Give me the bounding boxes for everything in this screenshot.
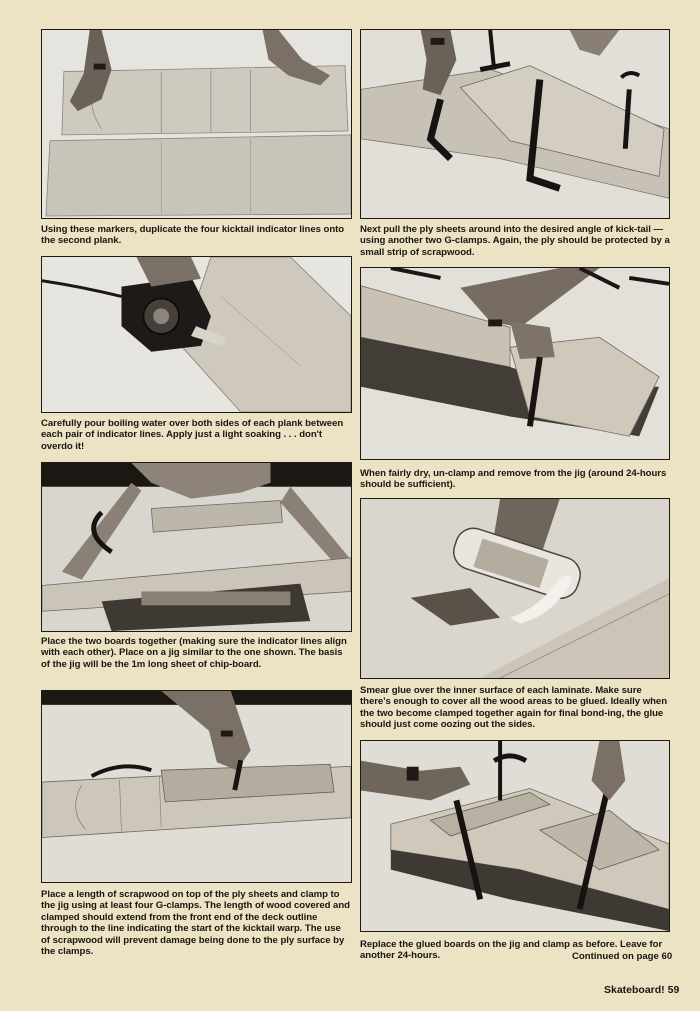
- photo-scrapwood-clamp-illustration: [42, 691, 351, 882]
- photo-smearing-glue: [360, 498, 670, 679]
- page-number: 59: [667, 984, 680, 996]
- caption-8: Replace the glued boards on the jig and clamp as before. Leave for another 24-hours.: [360, 939, 663, 962]
- photo-boards-on-jig: [41, 462, 352, 632]
- photo-pouring-water: [41, 256, 352, 413]
- caption-1: Using these markers, duplicate the four kicktail indicator lines onto the second plank.: [41, 224, 345, 247]
- photo-scrapwood-clamp: [41, 690, 352, 883]
- page-folio: [604, 984, 679, 996]
- caption-2: Next pull the ply sheets around into the desired angle of kick-tail — using another two G-clamps. Again, the ply should be protected by a small strip of scrapwood.: [360, 224, 670, 258]
- photo-smearing-glue-illustration: [361, 499, 669, 678]
- continued-note: Continued on page 60: [572, 951, 673, 962]
- photo-unclamping-illustration: [361, 268, 669, 459]
- photo-marking-planks-illustration: [42, 30, 351, 218]
- magazine-name: Skateboard!: [604, 984, 665, 996]
- photo-glued-boards-clamped: [360, 740, 670, 932]
- photo-clamping-kicktail: [360, 29, 670, 219]
- caption-4: When fairly dry, un-clamp and remove from the jig (around 24-hours should be sufficient).: [360, 468, 667, 491]
- photo-glued-boards-clamped-illustration: [361, 741, 669, 931]
- caption-6: Smear glue over the inner surface of each laminate. Make sure there's enough to cover all the wood areas to be glued. Ideally when the two become clamped together again for final bond-ing, the glue should just come oozing out the sides.: [360, 685, 668, 731]
- photo-marking-planks: [41, 29, 352, 219]
- caption-3: Carefully pour boiling water over both sides of each plank between each pair of indicator lines. Apply just a light soaking . . . don't overdo it!: [41, 418, 344, 452]
- photo-pouring-water-illustration: [42, 257, 351, 412]
- caption-7: Place a length of scrapwood on top of the ply sheets and clamp to the jig using at least four G-clamps. The length of wood covered and clamped should extend from the front end of the deck outline through to the line indicating the start of the kicktail warp. The use of scrapwood will prevent damage being done to the ply surface by the clamps.: [41, 889, 350, 958]
- photo-boards-on-jig-illustration: [42, 463, 351, 631]
- caption-5: Place the two boards together (making sure the indicator lines align with each other). Place on a jig similar to the one shown. The basis of the jig will be the 1m long sheet of chip-board.: [41, 636, 347, 670]
- photo-clamping-kicktail-illustration: [361, 30, 669, 218]
- photo-unclamping: [360, 267, 670, 460]
